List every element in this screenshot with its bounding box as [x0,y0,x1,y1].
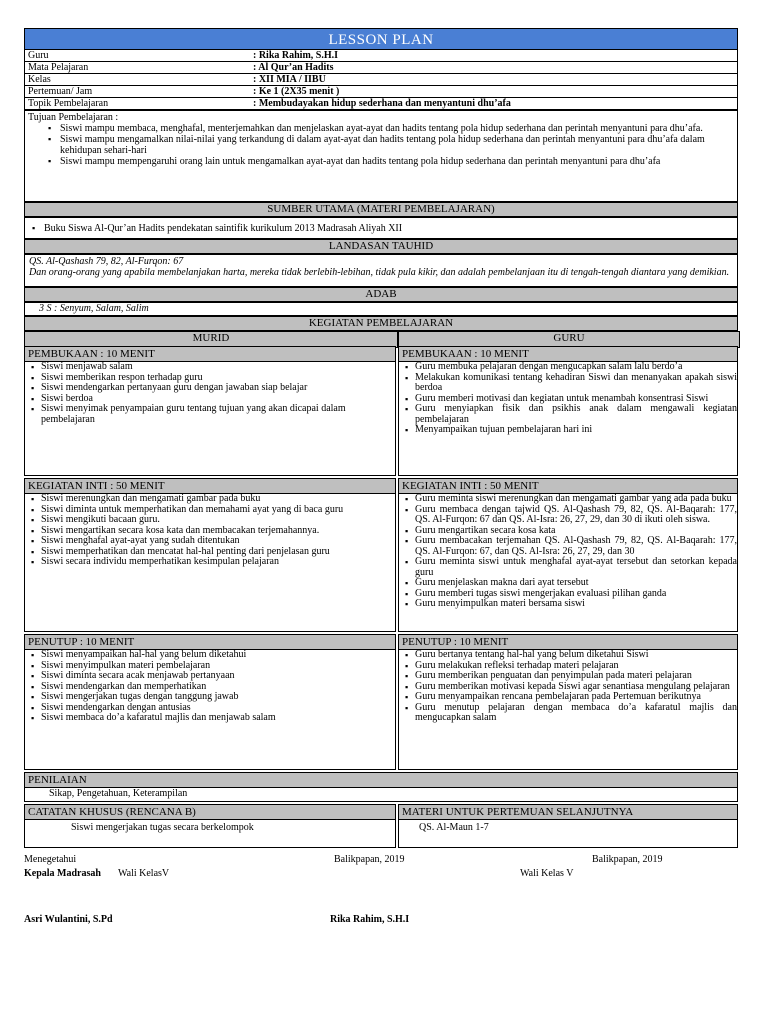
list-item: ▪ Siswi menghafal ayat-ayat yang sudah ditentukan [31,536,395,547]
section-label: KEGIATAN INTI : 50 MENIT [399,479,737,494]
document-title: LESSON PLAN [24,28,738,50]
landasan-ref: QS. Al-Qashash 79, 82, Al-Furqon: 67 [29,256,184,267]
list-item: ▪ Siswi mampu mempengaruhi orang lain untuk mengamalkan ayat-ayat dan hadits tentang pola hidup sederhana dan perintah menyantuni para dhu’afa [48,156,734,167]
guru-penutup [398,634,738,770]
list-item: ▪ Guru meminta siswi untuk menghafal ayat-ayat tersebut dan setorkan kepada guru [405,557,737,578]
wali-kelas-left: Wali KelasV [118,868,170,879]
penilaian-header: PENILAIAN [25,773,737,788]
list-item: ▪ Guru memberi tugas siswi mengerjakan evaluasi pilihan ganda [405,589,737,600]
info-row-topik [24,98,738,110]
list-item: ▪ Guru memberikan motivasi kepada Siswi agar senantiasa mengulang pelajaran [405,682,737,693]
list-item: ▪ Siswi mengikuti bacaan guru. [31,515,395,526]
catatan-text: Siswi mengerjakan tugas secara berkelompok [71,822,254,833]
tujuan-section [24,110,738,202]
list-item: ▪ Siswi memperhatikan dan mencatat hal-hal penting dari penjelasan guru [31,547,395,558]
list-item: ▪ Buku Siswa Al-Qur’an Hadits pendekatan saintifik kurikulum 2013 Madrasah Aliyah XII [32,223,734,234]
section-label: PEMBUKAAN : 10 MENIT [25,347,395,362]
list-item: ▪ Guru menyiapkan fisik dan psikhis anak dalam mengawali kegiatan pembelajaran [405,404,737,425]
section-label: PENUTUP : 10 MENIT [399,635,737,650]
murid-inti-list [25,494,395,568]
murid-pembukaan-list [25,362,395,425]
info-value: : XII MIA / IIBU [253,74,326,85]
guru-pembukaan-list [399,362,737,436]
lesson-plan-document [24,28,738,852]
list-item: ▪ Siswi secara individu memperhatikan kesimpulan pelajaran [31,557,395,568]
list-item: ▪ Guru membuka pelajaran dengan mengucapkan salam lalu berdo’a [405,362,737,373]
section-label: PENUTUP : 10 MENIT [25,635,395,650]
list-item: ▪ Menyampaikan tujuan pembelajaran hari ini [405,425,737,436]
guru-header: GURU [398,331,740,348]
list-item: ▪ Siswi memberikan respon terhadap guru [31,373,395,384]
murid-penutup [24,634,396,770]
murid-pembukaan [24,346,396,476]
list-item: ▪ Siswi menyampaikan hal-hal yang belum diketahui [31,650,395,661]
list-item: ▪ Siswi menyimpulkan materi pembelajaran [31,661,395,672]
list-item: ▪ Siswi berdoa [31,394,395,405]
sumber-section [24,217,738,239]
info-value: : Ke 1 (2X35 menit ) [253,86,340,97]
kepala-madrasah-label: Kepala Madrasah [24,868,101,879]
adab-text: 3 S : Senyum, Salam, Salim [24,302,738,316]
materi-section [398,804,738,848]
list-item: ▪ Guru memberi motivasi dan kegiatan untuk menambah konsentrasi Siswi [405,394,737,405]
tujuan-list [28,123,734,167]
date-middle: Balikpapan, 2019 [334,854,405,865]
guru-inti [398,478,738,632]
info-value: : Rika Rahim, S.H.I [253,50,339,61]
info-value: : Membudayakan hidup sederhana dan menyantuni dhu’afa [253,98,511,109]
murid-inti [24,478,396,632]
list-item: ▪ Siswi merenungkan dan mengamati gambar pada buku [31,494,395,505]
signature-name-left: Asri Wulantini, S.Pd [24,914,113,925]
penilaian-item: Keterampilan [132,788,188,799]
list-item: ▪ Guru memberikan penguatan dan penyimpulan pada materi pelajaran [405,671,737,682]
list-item: ▪ Melakukan komunikasi tentang kehadiran Siswi dan menanyakan apakah siswi berdoa [405,373,737,394]
penilaian-item: Sikap [49,788,72,799]
list-item: ▪ Guru bertanya tentang hal-hal yang belum diketahui Siswi [405,650,737,661]
catatan-section [24,804,396,848]
column-headers [24,331,738,346]
info-value: : Al Qur’an Hadits [253,62,334,73]
list-item: ▪ Siswi membaca do’a kafaratul majlis dan menjawab salam [31,713,395,724]
adab-header: ADAB [24,287,738,302]
info-key: Guru [28,50,49,61]
list-item: ▪ Siswi mampu membaca, menghafal, menterjemahkan dan menjelaskan ayat-ayat dan hadits tentang pola hidup sederhana dan perintah menyantuni para dhu’afa. [48,123,734,134]
wali-kelas-right: Wali Kelas V [520,868,574,879]
materi-header: MATERI UNTUK PERTEMUAN SELANJUTNYA [399,805,737,820]
guru-pembukaan [398,346,738,476]
list-item: ▪ Siswi menjawab salam [31,362,395,373]
list-item: ▪ Guru melakukan refleksi terhadap materi pelajaran [405,661,737,672]
list-item: ▪ Guru menjelaskan makna dari ayat tersebut [405,578,737,589]
catatan-header: CATATAN KHUSUS (RENCANA B) [25,805,395,820]
penilaian-item: Pengetahuan [76,788,128,799]
section-label: PEMBUKAAN : 10 MENIT [399,347,737,362]
guru-inti-list [399,494,737,610]
list-item: ▪ Guru mengartikan secara kosa kata [405,526,737,537]
info-row-mapel [24,62,738,74]
list-item: ▪ Guru membaca dengan tajwid QS. Al-Qashash 79, 82, QS. Al-Baqarah: 177, QS. Al-Furqon: 67 dan QS. Al-Isra: 26, 27, 29, dan 30 di ikuti oleh siswa. [405,505,737,526]
info-row-guru [24,50,738,62]
list-item: ▪ Guru menyampaikan rencana pembelajaran pada Pertemuan berikutnya [405,692,737,703]
kegiatan-header: KEGIATAN PEMBELAJARAN [24,316,738,331]
list-item: ▪ Guru menyimpulkan materi bersama siswi [405,599,737,610]
list-item: ▪ Guru membacakan terjemahan QS. Al-Qashash 79, 82, QS. Al-Baqarah: 177, QS. Al-Furqon: 67, dan QS. Al-Isra: 26, 27, 29, dan 30 [405,536,737,557]
guru-penutup-list [399,650,737,724]
info-row-pertemuan [24,86,738,98]
list-item: ▪ Siswi diminta untuk memperhatikan dan memahami ayat yang di baca guru [31,505,395,516]
landasan-header: LANDASAN TAUHID [24,239,738,254]
materi-text: QS. Al-Maun 1-7 [419,822,489,833]
date-right: Balikpapan, 2019 [592,854,663,865]
list-item: ▪ Guru menutup pelajaran dengan membaca do’a kafaratul majlis dan mengucapkan salam [405,703,737,724]
info-key: Pertemuan/ Jam [28,86,93,97]
landasan-section [24,254,738,287]
info-key: Topik Pembelajaran [28,98,109,109]
sumber-header: SUMBER UTAMA (MATERI PEMBELAJARAN) [24,202,738,217]
list-item: ▪ Siswi mengerjakan tugas dengan tanggung jawab [31,692,395,703]
info-key: Mata Pelajaran [28,62,89,73]
list-item: ▪ Siswi mampu mengamalkan nilai-nilai yang terkandung di dalam ayat-ayat dan hadits tentang pola hidup sederhana dan perintah menyantuni para dhu’afa dalam kehidupan sehari-hari [48,134,734,156]
list-item: ▪ Siswi menyimak penyampaian guru tentang tujuan yang akan dicapai dalam pembelajaran [31,404,395,425]
list-item: ▪ Siswi diminta secara acak menjawab pertanyaan [31,671,395,682]
sumber-list [28,223,734,234]
info-row-kelas [24,74,738,86]
landasan-text: Dan orang-orang yang apabila membelanjakan harta, mereka tidak berlebih-lebihan, tidak pula kikir, dan adalah pembelanjaan itu di tengah-tengah diantara yang demikian. [29,267,730,278]
list-item: ▪ Guru meminta siswi merenungkan dan mengamati gambar yang ada pada buku [405,494,737,505]
info-key: Kelas [28,74,51,85]
signature-name-right: Rika Rahim, S.H.I [330,914,410,925]
murid-penutup-list [25,650,395,724]
menegetahui-label: Menegetahui [24,854,77,865]
section-label: KEGIATAN INTI : 50 MENIT [25,479,395,494]
murid-header: MURID [24,331,398,348]
list-item: ▪ Siswi mendengarkan pertanyaan guru dengan jawaban siap belajar [31,383,395,394]
tujuan-label: Tujuan Pembelajaran : [28,112,119,123]
list-item: ▪ Siswi mengartikan secara kosa kata dan membacakan terjemahannya. [31,526,395,537]
penilaian-section [24,772,738,802]
penilaian-items: Sikap, Pengetahuan, Keterampilan [49,788,188,799]
list-item: ▪ Siswi mendengarkan dengan antusias [31,703,395,714]
list-item: ▪ Siswi mendengarkan dan memperhatikan [31,682,395,693]
